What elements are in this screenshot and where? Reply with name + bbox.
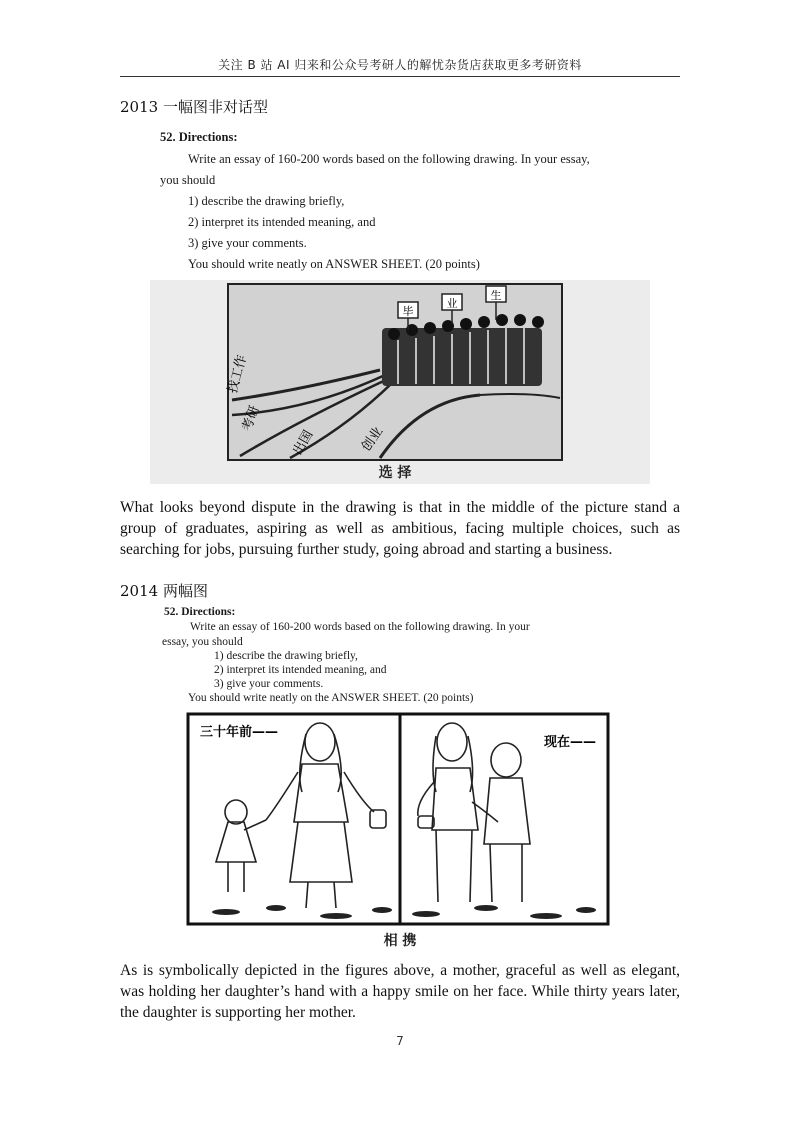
- path-label: 出国: [290, 427, 317, 458]
- directions-item: 1) describe the drawing briefly,: [214, 650, 358, 662]
- path-label: 创业: [358, 424, 387, 455]
- figure-caption: 相 携: [383, 933, 417, 949]
- path-label: 考研: [239, 403, 263, 434]
- left-panel-label: 三十年前——: [200, 725, 279, 740]
- section-title-2014: 2014 两幅图: [120, 582, 208, 600]
- directions-line: Write an essay of 160-200 words based on the following drawing. In your: [190, 621, 530, 633]
- section-title-2013: 2013 一幅图非对话型: [120, 98, 268, 116]
- header-divider: [120, 76, 680, 77]
- path-label: 找工作: [225, 353, 250, 396]
- graduates-choice-drawing: [150, 280, 650, 484]
- directions-line: you should: [160, 173, 216, 187]
- right-panel-label: 现在——: [544, 735, 597, 750]
- directions-item: 3) give your comments.: [214, 678, 324, 690]
- directions-item: 1) describe the drawing briefly,: [188, 194, 345, 208]
- directions-line: You should write neatly on ANSWER SHEET. (20 points): [188, 257, 480, 271]
- directions-heading: 52. Directions:: [164, 606, 236, 618]
- mother-daughter-drawing: [186, 712, 610, 926]
- figure-caption: 选 择: [378, 465, 412, 481]
- directions-item: 2) interpret its intended meaning, and: [214, 664, 387, 676]
- sign-label: 业: [446, 297, 458, 310]
- directions-block-2014: [158, 604, 628, 708]
- directions-line: You should write neatly on the ANSWER SHEET. (20 points): [188, 692, 474, 704]
- directions-line: Write an essay of 160-200 words based on the following drawing. In your essay,: [188, 152, 590, 166]
- page-header: 关注 B 站 AI 归来和公众号考研人的解忧杂货店获取更多考研资料: [218, 58, 582, 72]
- sign-label: 毕: [402, 305, 414, 318]
- directions-item: 2) interpret its intended meaning, and: [188, 215, 376, 229]
- paragraph-2013: What looks beyond dispute in the drawing is that in the middle of the picture stand a group of graduates, aspiring as well as ambitious, facing multiple choices, such as searching for jobs, pursuing further study, going abroad and starting a business.: [120, 499, 680, 558]
- directions-item: 3) give your comments.: [188, 236, 307, 250]
- directions-block-2013: [152, 126, 652, 276]
- sign-label: 生: [490, 289, 502, 302]
- paragraph-2014: As is symbolically depicted in the figures above, a mother, graceful as well as elegant, was holding her daughter’s hand with a happy smile on her face. While thirty years later, the daughter is supporting her mother.: [120, 962, 680, 1021]
- directions-line: essay, you should: [162, 636, 243, 648]
- directions-heading: 52. Directions:: [160, 130, 238, 144]
- page-number: 7: [396, 1034, 404, 1048]
